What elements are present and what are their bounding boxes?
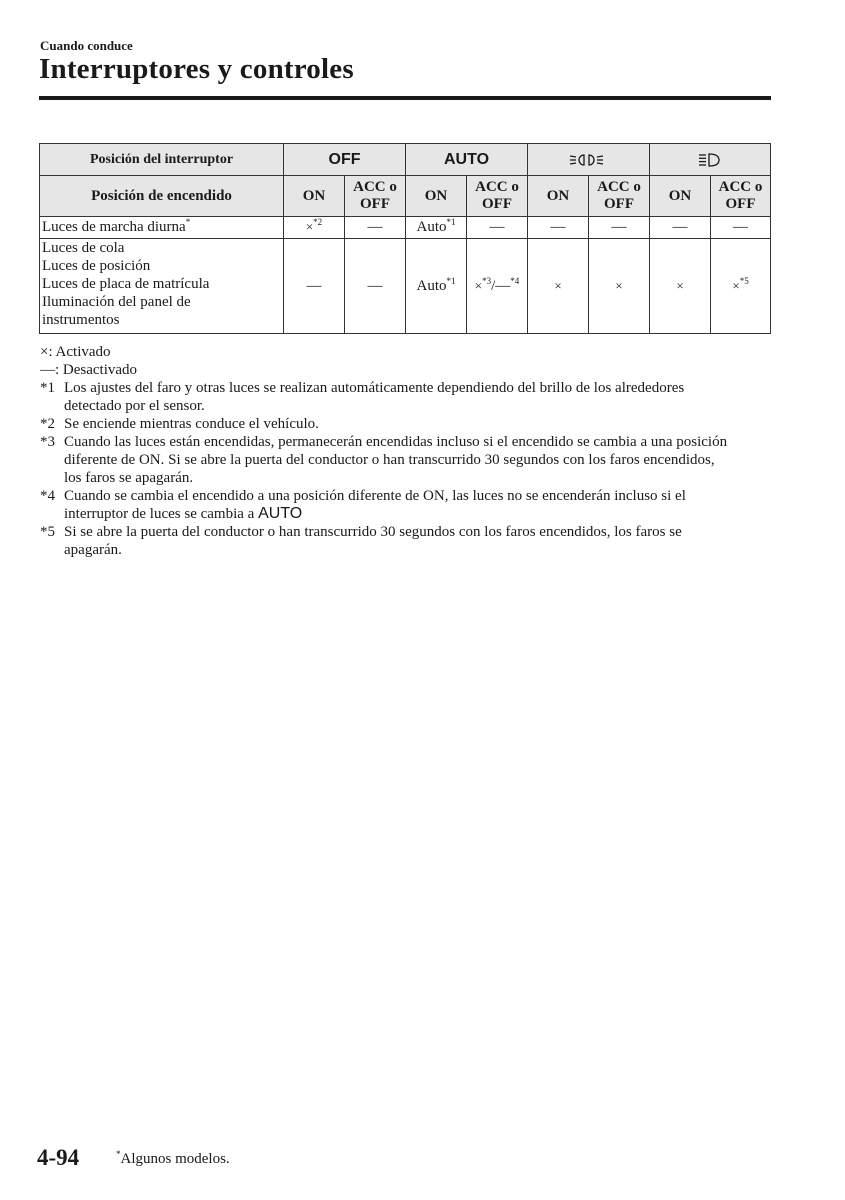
models-mark: *: [116, 1149, 121, 1159]
footnote: [40, 415, 780, 433]
title-divider: [39, 96, 771, 100]
ignition-position-row: [40, 176, 771, 217]
footnote-key: *2: [40, 416, 55, 432]
footnote: [40, 379, 780, 415]
ignition-on-header: ON: [284, 176, 345, 217]
ignition-on-header: ON: [650, 176, 711, 217]
table-cell: —: [345, 217, 406, 239]
table-cell: —: [528, 217, 589, 239]
models-footnote: *Algunos modelos.: [116, 1149, 230, 1167]
ignition-on-header: ON: [406, 176, 467, 217]
table-row: [40, 217, 771, 239]
ignition-acc-off-header: ACC o OFF: [589, 176, 650, 217]
section-label: Cuando conduce: [40, 38, 133, 53]
table-notes: [40, 343, 780, 559]
legend-deactivated: —: Desactivado: [40, 362, 138, 378]
switch-position-row: [40, 144, 771, 176]
ignition-acc-off-header: ACC o OFF: [711, 176, 771, 217]
legend-activated: ×: Activado: [40, 344, 111, 360]
footnote-text: Si se abre la puerta del conductor o han transcurrido 30 segundos con los faros encendidos, los faros se apagarán.: [64, 524, 682, 558]
table-cell: —: [589, 217, 650, 239]
switch-parking-header: [528, 144, 650, 176]
switch-auto-header: AUTO: [406, 144, 528, 176]
table-cell: ×: [650, 239, 711, 334]
ignition-acc-off-header: ACC o OFF: [345, 176, 406, 217]
auto-symbol: AUTO: [258, 505, 303, 522]
table-cell: —: [467, 217, 528, 239]
lights-operation-table: [39, 143, 771, 334]
table-cell: Auto$^{*1}$: [406, 217, 467, 239]
headlights-icon: [697, 152, 723, 168]
table-row: [40, 239, 771, 334]
table-cell: —: [345, 239, 406, 334]
table-cell: —: [711, 217, 771, 239]
footnote-text: Cuando se cambia el encendido a una posición diferente de ON, las luces no se encenderán incluso si el interruptor de luces se cambia a AUTO: [64, 488, 686, 522]
table-cell: —: [650, 217, 711, 239]
table-cell: ×: [589, 239, 650, 334]
ignition-position-header: Posición de encendido: [40, 176, 284, 217]
footnote-key: *4: [40, 488, 55, 504]
footnote-key: *1: [40, 380, 55, 396]
table-cell: —: [284, 239, 345, 334]
table-cell: ×$^{*5}$: [711, 239, 771, 334]
ignition-on-header: ON: [528, 176, 589, 217]
table-cell: ×: [528, 239, 589, 334]
switch-headlights-header: [650, 144, 771, 176]
footnote-text: Se enciende mientras conduce el vehículo.: [64, 416, 319, 432]
switch-position-header: Posición del interruptor: [40, 144, 284, 176]
ignition-acc-off-header: ACC o OFF: [467, 176, 528, 217]
table-cell: Auto$^{*1}$: [406, 239, 467, 334]
footnote: [40, 487, 780, 523]
footnote-text: Cuando las luces están encendidas, permanecerán encendidas incluso si el encendido se cambia a una posición diferente de ON. Si se abre la puerta del conductor o han transcurrido 30 segundos con los faros encendidos, los faros se apagarán.: [64, 434, 728, 486]
footnote-key: *3: [40, 434, 55, 450]
footnote-text: Los ajustes del faro y otras luces se realizan automáticamente dependiendo del brillo de los alrededores detectado por el sensor.: [64, 380, 685, 414]
footnote-key: *5: [40, 524, 55, 540]
page-number: 4-94: [37, 1145, 80, 1170]
footnote: [40, 433, 780, 487]
row-label: Luces de marcha diurna*: [40, 217, 284, 239]
page-title: Interruptores y controles: [39, 53, 354, 85]
row-label: Luces de cola Luces de posición Luces de placa de matrícula Iluminación del panel de instrumentos: [40, 239, 284, 334]
switch-off-header: OFF: [284, 144, 406, 176]
parking-lights-icon: [568, 152, 610, 168]
models-mark: *: [185, 217, 191, 227]
footnote: [40, 523, 780, 559]
table-cell: ×$^{*2}$: [284, 217, 345, 239]
table-cell: ×$^{*3}$/—$^{*4}$: [467, 239, 528, 334]
